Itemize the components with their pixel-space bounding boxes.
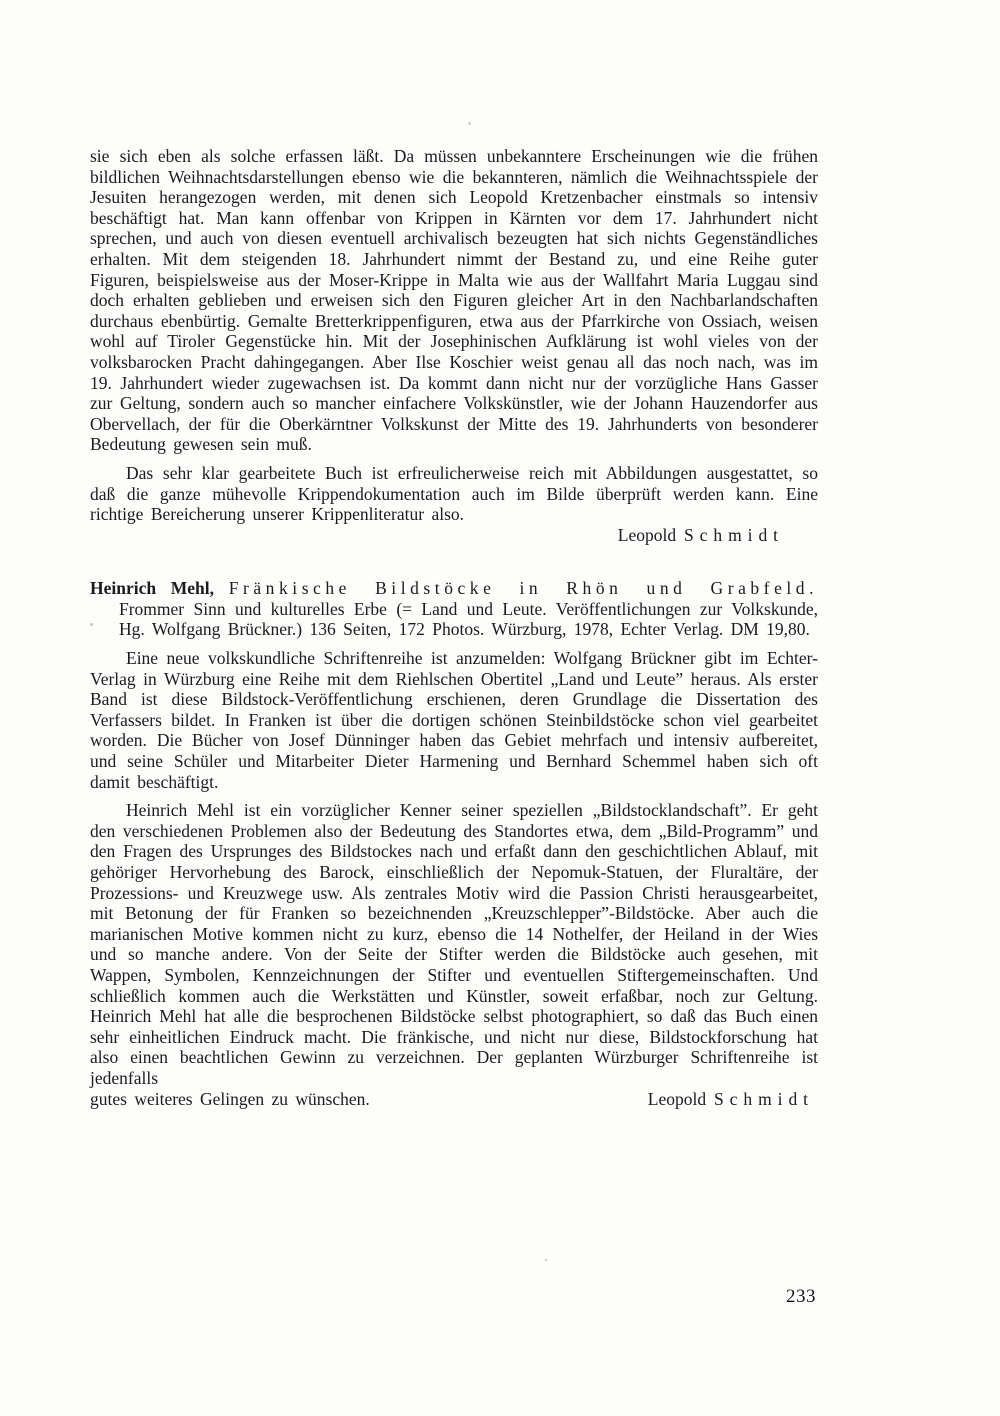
reviewer-given-name: Leopold xyxy=(647,1088,707,1109)
closing-text: gutes weiteres Gelingen zu wünschen. xyxy=(90,1088,370,1109)
reviewer-given-name: Leopold xyxy=(617,524,677,545)
book-reference-heading xyxy=(90,578,818,640)
book-author: Heinrich Mehl, xyxy=(90,578,215,599)
closing-line xyxy=(90,1089,818,1110)
reviewer-signature xyxy=(90,525,818,546)
page-number: 233 xyxy=(786,1286,816,1307)
reviewer-signature xyxy=(648,1089,818,1110)
paragraph-mehl-review-main: Heinrich Mehl ist ein vorzüglicher Kenner seiner speziellen „Bildstocklandschaft”. Er geht den verschiedenen Problemen also der Bedeutung des Standortes etwa, dem „Bild-Programm” und den Fragen des Ursprunges des Bildstockes nach und erfaßt dann den geschichtlichen Ablauf, mit gehöriger Hervorhebung des Barock, einschließlich der Nepomuk-Statuen, der Fluraltäre, der Prozessions- und Kreuzwege usw. Als zentrales Motiv wird die Passion Christi herausgearbeitet, mit Betonung der für Franken so bezeichnenden „Kreuzschlepper”-Bildstöcke. Aber auch die marianischen Motive kommen nicht zu kurz, ebenso die 14 Nothelfer, der Heiland in der Wies und so manche andere. Von der Seite der Stifter werden die Bildstöcke auch gesehen, mit Wappen, Symbolen, Kennzeichnungen der Stifter und eventuellen Stiftergemeinschaften. Und schließlich kommen auch die Werkstätten und Künstler, soweit erfaßbar, noch zur Geltung. Heinrich Mehl hat alle die besprochenen Bildstöcke selbst photographiert, so daß das Buch einen sehr einheitlichen Eindruck macht. Die fränkische, und nicht nur diese, Bildstockforschung hat also einen beachtlichen Gewinn zu verzeichnen. Der geplanten Würzburger Schriftenreihe ist jedenfalls xyxy=(90,800,818,1088)
paragraph-krippen-review-continuation: sie sich eben als solche erfassen läßt. Da müssen unbekanntere Erscheinungen wie die frühen bildlichen Weihnachtsdarstellungen ebenso wie die bekannteren, nämlich die Weihnachtsspiele der Jesuiten herangezogen werden, mit denen sich Leopold Kretzenbacher einstmals so intensiv beschäftigt hat. Man kann offenbar von Krippen in Kärnten vor dem 17. Jahrhundert nicht sprechen, und auch von diesen eventuell archivalisch bezeugten hat sich nichts Gegenständliches erhalten. Mit dem steigenden 18. Jahrhundert nimmt der Bestand zu, und eine Reihe guter Figuren, beispielsweise aus der Moser-Krippe in Malta wie aus der Wallfahrt Maria Luggau sind doch erhalten geblieben und erweisen sich den Figuren gleicher Art in den Nachbarlandschaften durchaus ebenbürtig. Gemalte Bretterkrippenfiguren, etwa aus der Pfarrkirche von Ossiach, weisen wohl auf Tiroler Gegenstücke hin. Mit der Josephinischen Aufklärung ist wohl vieles von der volksbarocken Pracht dahingegangen. Aber Ilse Koschier weist genau all das noch nach, was im 19. Jahrhundert wieder zugewachsen ist. Da kommt dann nicht nur der vorzügliche Hans Gasser zur Geltung, sondern auch so mancher einfachere Volkskünstler, wie der Johann Hauzendorfer aus Obervellach, der für die Oberkärntner Volkskunst der Mitte des 19. Jahrhunderts von besonderer Bedeutung gewesen sein muß. xyxy=(90,146,818,455)
book-title: Fränkische Bildstöcke in Rhön und Grabfeld. xyxy=(228,578,819,599)
paragraph-krippen-review-closing: Das sehr klar gearbeitete Buch ist erfreulicherweise reich mit Abbildungen ausgestattet, so daß die ganze mühevolle Krippendokumentation auch im Bilde überprüft werden kann. Eine richtige Bereicherung unserer Krippenliteratur also. xyxy=(90,462,818,525)
paragraph-mehl-review-opening: Eine neue volkskundliche Schriftenreihe ist anzumelden: Wolfgang Brückner gibt im Echter-Verlag in Würzburg eine Reihe mit dem Riehlschen Obertitel „Land und Leute” heraus. Als erster Band ist diese Bildstock-Veröffentlichung erschienen, deren Grundlage die Dissertation des Verfassers bildet. In Franken ist über die dortigen schönen Steinbildstöcke schon viel gearbeitet worden. Die Bücher von Josef Dünninger haben das Gebiet mehrfach und intensiv aufbereitet, und seine Schüler und Mitarbeiter Dieter Harmening und Bernhard Schemmel haben sich oft damit beschäftigt. xyxy=(90,648,818,792)
ink-speck xyxy=(468,122,471,125)
reviewer-surname: Schmidt xyxy=(714,1088,814,1109)
text-column xyxy=(90,146,818,1109)
reviewer-surname: Schmidt xyxy=(684,524,784,545)
ink-speck xyxy=(545,1259,547,1261)
book-publication-details: Frommer Sinn und kulturelles Erbe (= Land und Leute. Veröffentlichungen zur Volkskunde, Hg. Wolfgang Brückner.) 136 Seiten, 172 Photos. Würzburg, 1978, Echter Verlag. DM 19,80. xyxy=(119,598,818,640)
